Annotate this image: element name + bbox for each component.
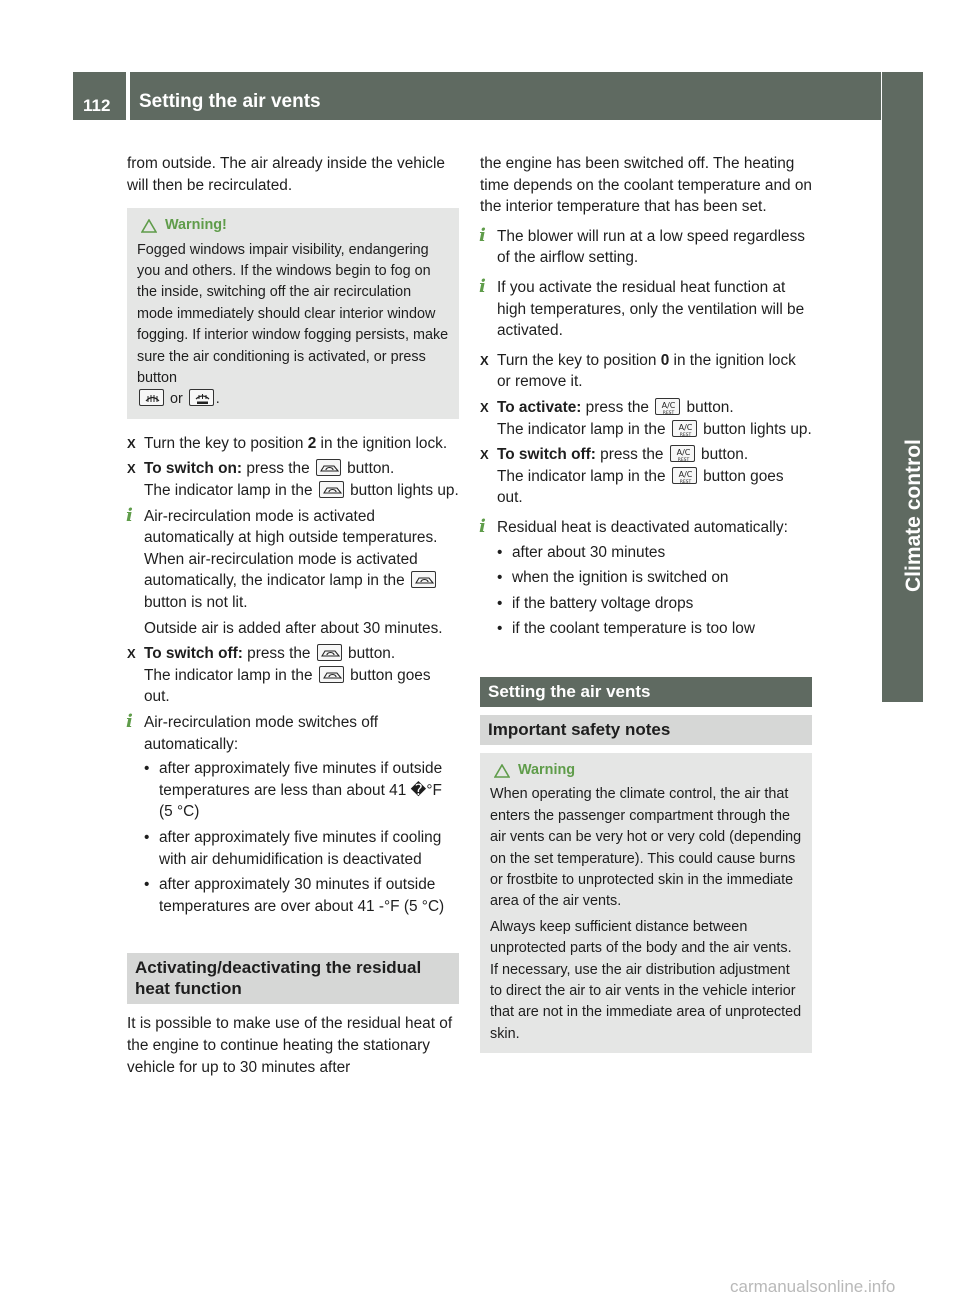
chapter-tab-label: Climate control bbox=[902, 439, 925, 592]
info-icon: i bbox=[479, 224, 486, 246]
recirculation-button-icon bbox=[316, 459, 341, 476]
note-sub-text: Outside air is added after about 30 minutes. bbox=[144, 619, 443, 637]
step-switch-on: X To switch on: press the button. The indicator lamp in the button lights up. bbox=[127, 460, 459, 500]
recirculation-button-icon bbox=[317, 644, 342, 661]
recirculation-button-icon bbox=[411, 571, 436, 588]
recirculation-button-icon bbox=[319, 481, 344, 498]
right-intro: the engine has been switched off. The heating time depends on the coolant temperature and on the interior temperature that has been set. bbox=[480, 155, 812, 216]
warning-header bbox=[490, 760, 802, 781]
subsection-title-safety: Important safety notes bbox=[480, 715, 812, 745]
bullet-list bbox=[497, 542, 812, 640]
list-item: • after about 30 minutes bbox=[497, 543, 666, 561]
warning-header bbox=[137, 215, 449, 236]
info-icon: i bbox=[479, 515, 486, 537]
step-marker-icon: X bbox=[480, 399, 489, 415]
warning-paragraph: When operating the climate control, the air that enters the passenger compartment through the air vents can be very hot or very cold (depending on the set temperature). This could cause burns or frostbite to unprotected skin in the immediate area of the air vents. bbox=[490, 786, 802, 910]
warning-triangle-icon bbox=[141, 219, 157, 233]
rear-defrost-button-icon bbox=[139, 389, 164, 406]
warning-triangle-icon bbox=[494, 764, 510, 778]
left-intro: from outside. The air already inside the vehicle will then be recirculated. bbox=[127, 155, 445, 194]
warning-paragraph: Always keep sufficient distance between unprotected parts of the body and the air vents. If necessary, use the air distribution adjustment to direct the air to air vents in the vehicle interior that are not in the immediate area of unprotected skin. bbox=[490, 918, 802, 1042]
right-column bbox=[480, 153, 812, 1067]
list-item: • after approximately five minutes if outside temperatures are less than about 41 �°F (5 °C) bbox=[144, 760, 443, 821]
step-marker-icon: X bbox=[127, 435, 136, 451]
info-icon: i bbox=[479, 275, 486, 297]
note-residual-heat-off: i Residual heat is deactivated automatically: • after about 30 minutes • when the ignition is switched on • if the battery voltage drops • if the coolant temperature is too low bbox=[480, 517, 812, 640]
residual-heat-text: It is possible to make use of the residual heat of the engine to continue heating the stationary vehicle for up to 30 minutes after bbox=[127, 1015, 453, 1076]
svg-text:REST: REST bbox=[677, 458, 690, 464]
svg-text:REST: REST bbox=[679, 479, 692, 485]
list-item: • after approximately five minutes if cooling with air dehumidification is deactivated bbox=[144, 828, 442, 868]
step-turn-key: X Turn the key to position 2 in the ignition lock. bbox=[127, 433, 459, 455]
list-item: • if the coolant temperature is too low bbox=[497, 620, 755, 638]
info-icon: i bbox=[126, 710, 133, 732]
warning-body: Fogged windows impair visibility, endangering you and others. If the windows begin to fog on the inside, switching off the air recirculation mode immediately should clear interior window fogging. If interior window fogging persists, make sure the air conditioning is activated, or press button or . bbox=[137, 241, 449, 408]
step-deactivate: X To switch off: press the A/C REST button. The indicator lamp in the A/C REST button goes out. bbox=[480, 446, 784, 507]
step-marker-icon: X bbox=[480, 447, 489, 463]
warning-title: Warning bbox=[518, 761, 576, 778]
warning-box-fogging bbox=[127, 208, 459, 419]
step-marker-icon: X bbox=[127, 461, 136, 477]
section-title-air-vents: Setting the air vents bbox=[480, 677, 812, 707]
watermark: carmanualsonline.info bbox=[730, 1277, 896, 1296]
info-icon: i bbox=[126, 504, 133, 526]
note-blower-speed: i The blower will run at a low speed regardless of the airflow setting. bbox=[479, 224, 805, 267]
note-high-temperature: i If you activate the residual heat function at high temperatures, only the ventilation will be activated. bbox=[479, 275, 805, 340]
step-key-position-0: X Turn the key to position 0 in the ignition lock or remove it. bbox=[480, 351, 796, 391]
ac-rest-button-icon bbox=[672, 420, 697, 437]
warning-title: Warning! bbox=[165, 217, 227, 234]
svg-text:A/C: A/C bbox=[678, 469, 693, 479]
chapter-tab bbox=[882, 72, 923, 702]
bullet-list bbox=[144, 758, 459, 917]
left-column bbox=[127, 153, 459, 1082]
section-title-residual-heat: Activating/deactivating the residual heat function bbox=[127, 953, 459, 1004]
svg-text:A/C: A/C bbox=[661, 400, 676, 410]
list-item: • when the ignition is switched on bbox=[497, 569, 729, 587]
list-item: • after approximately 30 minutes if outside temperatures are over about 41 ‑°F (5 °C) bbox=[144, 876, 445, 915]
svg-text:REST: REST bbox=[662, 410, 675, 416]
ac-rest-button-icon bbox=[655, 398, 680, 415]
svg-text:A/C: A/C bbox=[676, 448, 691, 458]
ac-rest-button-icon bbox=[672, 467, 697, 484]
front-defrost-button-icon bbox=[189, 389, 214, 406]
step-switch-off: X To switch off: press the button. The indicator lamp in the button goes out. bbox=[127, 645, 431, 706]
warning-box-air-vents bbox=[480, 753, 812, 1053]
svg-text:REST: REST bbox=[679, 432, 692, 438]
step-marker-icon: X bbox=[127, 646, 136, 662]
note-recirculation-off: i Air-recirculation mode switches off automatically: • after approximately five minutes if outside temperatures are less than about 41 �°F (5 °C) • after approximately five minutes if cooling with air dehumidification is deactivated • after approximately 30 minutes if outside temperatures are over about 41 ‑°F (5 °C) bbox=[127, 712, 459, 917]
note-auto-recirculation: i Air-recirculation mode is activated automatically at high outside temperatures. When air-recirculation mode is activated automatically, the indicator lamp in the button is not lit. Outside air is added after about 30 minutes. bbox=[127, 506, 459, 640]
header-divider bbox=[126, 72, 130, 120]
svg-text:A/C: A/C bbox=[678, 422, 693, 432]
step-marker-icon: X bbox=[480, 352, 489, 368]
page-title: Setting the air vents bbox=[139, 91, 321, 112]
list-item: • if the battery voltage drops bbox=[497, 594, 694, 612]
page-number: 112 bbox=[83, 96, 111, 115]
recirculation-button-icon bbox=[319, 666, 344, 683]
step-activate: X To activate: press the A/C REST button. The indicator lamp in the A/C REST button lights up. bbox=[480, 398, 812, 438]
ac-rest-button-icon bbox=[670, 445, 695, 462]
